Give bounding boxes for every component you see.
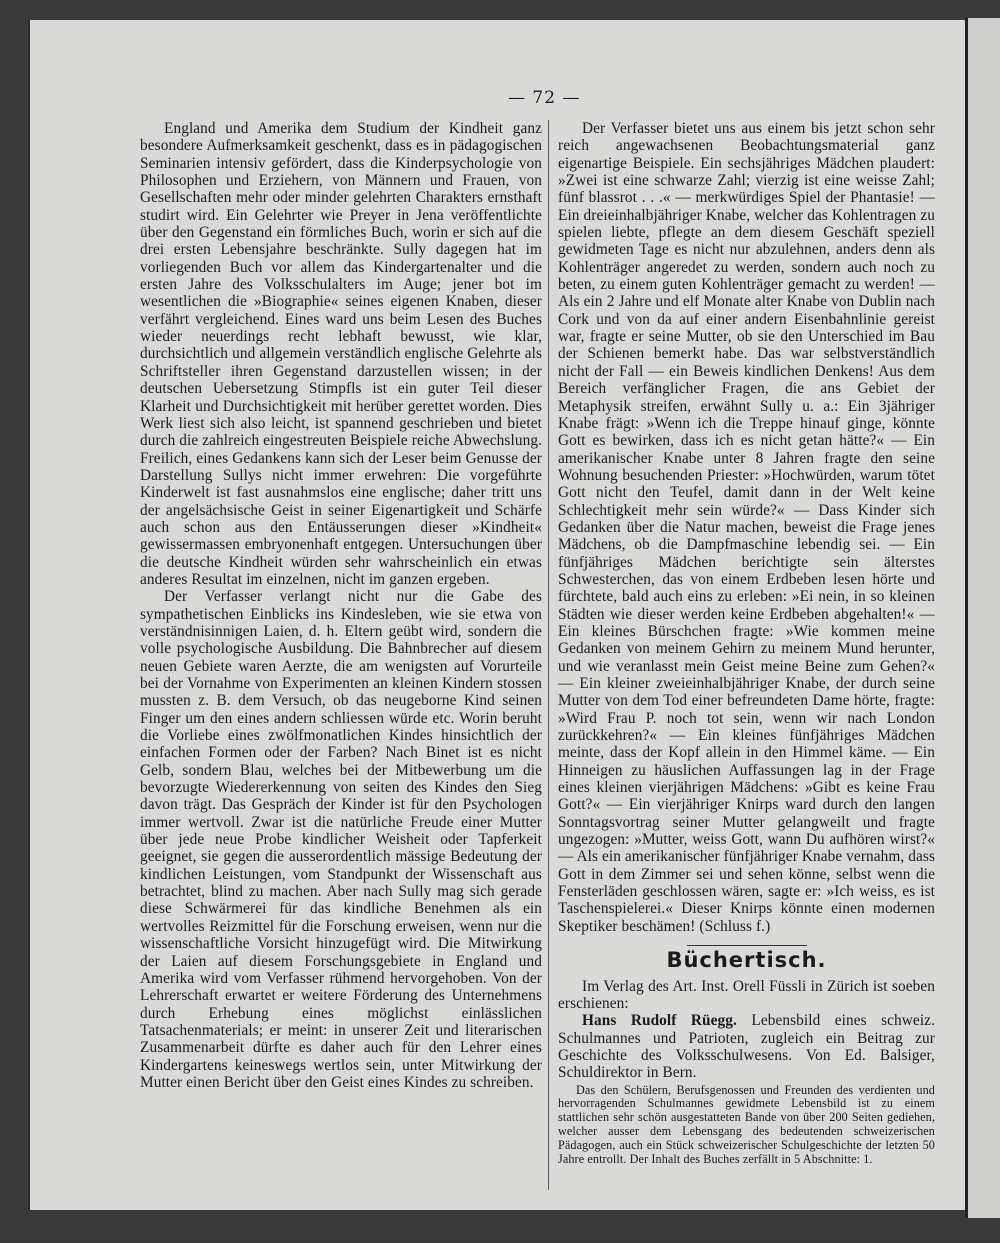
left-paragraph-1: England und Amerika dem Studium der Kindheit ganz besondere Aufmerksamkeit geschenkt, dass es in pädagogischen Seminarien intensiv gefördert, dass die Kinderpsychologie von Philosophen und Erziehern, von Männern und Frauen, von Gesellschaften mehr oder minder gelehrten Charakters ernsthaft studirt wird. Ein Gelehrter wie Preyer in Jena veröffentlichte über den Gegenstand ein förmliches Buch, worin er sich auf die drei ersten Lebensjahre beschränkte. Sully dagegen hat im vorliegenden Buch vor allem das Kindergartenalter und die ersten Jahre des Volksschulalters im Auge; jener bot im wesentlichen die »Biographie« seines eigenen Knaben, dieser verfährt vergleichend. Eines ward uns beim Lesen des Buches wieder neuerdings recht lebhaft bewusst, wie klar, durchsichtlich und allgemein verständlich englische Gelehrte als Schriftsteller ihren Gegenstand darzustellen wissen; in der deutschen Uebersetzung Stimpfls ist ein guter Teil dieser Klarheit und Durchsichtigkeit mit herüber gerettet worden. Dies Werk liest sich also leicht, ist spannend geschrieben und bietet durch die zahlreich eingestreuten Beispiele reiche Abwechslung. Freilich, eines Gedankens kann sich der Leser beim Genusse der Darstellung Sullys nicht immer erwehren: Die vorgeführte Kinderwelt ist fast ausnahmslos eine englische; daher tritt uns der angelsächsische Geist in seiner Eigenartigkeit und Schärfe auch schon aus den Entäusserungen dieser »Kindheit« gewissermassen embryonenhaft entgegen. Untersuchungen über die deutsche Kindheit würden sehr wahrscheinlich ein etwas anderes Resultat im einzelnen, nicht im ganzen ergeben.: [140, 120, 542, 588]
book-author: Hans Rudolf Rüegg.: [582, 1012, 737, 1030]
left-paragraph-2: Der Verfasser verlangt nicht nur die Gabe des sympathetischen Einblicks ins Kindesleben, wie sie etwa von verständnisinnigen Laien, d. h. Eltern geübt wird, sondern die volle psychologische Ausbildung. Die Bahnbrecher auf diesem neuen Gebiete waren Aerzte, die am wenigsten auf Vorurteile bei der Vornahme von Experimenten an kleinen Kindern stossen mussten z. B. dem Versuch, ob das neugeborne Kind seinen Finger um den eines andern schliessen würde etc. Worin beruht die Vorliebe eines zwölfmonatlichen Kindes hinsichtlich der einfachen Formen oder der Farben? Nach Binet ist es nicht Gelb, sondern Blau, welches bei der Mitbewerbung um die bevorzugte Wiedererkennung von seiten des Kindes den Sieg davon trägt. Das Gespräch der Kinder ist für den Psychologen immer wertvoll. Zwar ist die natürliche Freude einer Mutter über jede neue Probe kindlicher Weisheit oder Tapferkeit geeignet, sie gegen die ausserordentlich mässige Bedeutung der kindlichen Leistungen, vom Standpunkt der Wissenschaft aus betrachtet, blind zu machen. Aber nach Sully mag sich gerade diese Schwärmerei für das kindliche Benehmen als ein wertvolles Reizmittel für die Forschung erweisen, wenn nur die wissenschaftliche Vorsicht hinzugefügt wird. Die Mitwirkung der Laien auf diesem Forschungsgebiete in England und Amerika wird vom Verfasser rühmend hervorgehoben. Von der Lehrerschaft erwartet er weitere Förderung des Unternehmens durch Erhebung eines möglichst einlässlichen Tatsachenmaterials; er meint: in unserer Zeit und literarischen Zusammenarbeit dürfte es daher auch für den Lehrer eines Kindergartens keineswegs wertlos sein, unter Mitwirkung der Mutter einen Bericht über den Geist eines Kindes zu schreiben.: [140, 588, 542, 1091]
book-small-print: Das den Schülern, Berufsgenossen und Freunden des verdienten und hervorragenden Schulmannes gewidmete Lebensbild ist zu einem stattlichen sehr schön ausgestatteten Bande von über 200 Seiten gediehen, welcher ausser dem Lebensgang des bedeutenden schweizerischen Pädagogen, auch ein Stück schweizerischer Schulgeschichte der letzten 50 Jahre entrollt. Der Inhalt des Buches zerfällt in 5 Abschnitte: 1.: [558, 1082, 935, 1167]
book-description: Lebensbild eines schweiz. Schulmannes und Patrioten, zugleich ein Beitrag zur Geschichte des Volksschulwesens. Von Ed. Balsiger, Schuldirektor in Bern.: [558, 1012, 935, 1082]
adjacent-page-edge: [965, 18, 1000, 1218]
newspaper-page: [28, 20, 965, 1210]
column-divider: [548, 120, 549, 1190]
section-rule: [687, 945, 807, 946]
book-intro: Im Verlag des Art. Inst. Orell Füssli in Zürich ist soeben erschienen:: [558, 977, 935, 1012]
book-entry: [558, 1012, 935, 1081]
section-heading: Büchertisch.: [666, 948, 827, 973]
right-paragraph-1: Der Verfasser bietet uns aus einem bis jetzt schon sehr reich angewachsenen Beobachtungsmaterial ganz eigenartige Beispiele. Ein sechsjähriges Mädchen plaudert: »Zwei ist eine schwarze Zahl; vierzig ist eine weisse Zahl; fünf blassrot . . .« — merkwürdiges Spiel der Phantasie! — Ein dreieinhalbjähriger Knabe, welcher das Kohlentragen zu spielen liebte, pflegte an dem diesem Geschäft speziell gewidmeten Tage es nicht nur abzulehnen, anders denn als Kohlenträger angeredet zu werden, sondern auch noch zu beten, zu einem guten Kohlenträger gemacht zu werden! — Als ein 2 Jahre und elf Monate alter Knabe von Dublin nach Cork und von da auf einer andern Eisenbahnlinie gereist war, fragte er seine Mutter, ob sie den Unterschied im Bau der Schienen bemerkt habe. Das war selbstverständlich nicht der Fall — ein Beweis kindlichen Denkens! Aus dem Bereich verfänglicher Fragen, die ans Gebiet der Metaphysik streifen, erwähnt Sully u. a.: Ein 3jähriger Knabe frägt: »Wenn ich die Treppe hinauf ginge, könnte Gott es bewirken, dass ich es nicht getan hätte?« — Ein amerikanischer Knabe unter 8 Jahren fragte den seine Wohnung besuchenden Priester: »Hochwürden, warum tötet Gott nicht den Teufel, damit dann in der Welt keine Schlechtigkeit mehr sein würde?« — Dass Kinder sich Gedanken über die Natur machen, beweist die Frage jenes Mädchens, ob die Dampfmaschine lebendig sei. — Ein fünfjähriges Mädchen berichtigte sein älterstes Schwesterchen, das von einem Erdbeben lesen hörte und fürchtete, bald auch eins zu erleben: »Ei nein, in so kleinen Städten wie dieser werden keine Erdbeben abgehalten!« — Ein kleines Bürschchen fragte: »Wie kommen meine Gedanken von meinem Gehirn zu meinem Mund herunter, und wie veranlasst mein Geist meine Beine zum Gehen?« — Ein kleiner zweieinhalbjähriger Knabe, der durch seine Mutter von dem Tod einer befreundeten Dame hörte, fragte: »Wird Frau P. noch tot sein, wenn wir nach London zurückkehren?« — Ein kleines fünfjähriges Mädchen meinte, dass der Kopf allein in den Himmel käme. — Ein Hinneigen zu häuslichen Auffassungen lag in der Frage eines kleinen vierjährigen Mädchens: »Gibt es keine Frau Gott?« — Ein vierjähriger Knirps ward durch den langen Sonntagsvortrag seiner Mutter gelangweilt und fragte ungezogen: »Mutter, weiss Gott, wann Du aufhören wirst?« — Als ein amerikanischer fünfjähriger Knabe vernahm, dass Gott in dem Zimmer sei und sehen könne, selbst wenn die Fensterläden geschlossen wären, sagte er: »Ich weiss, es ist Taschenspielerei.« Dieser Knirps könnte einen modernen Skeptiker beschämen! (Schluss f.): [558, 120, 935, 935]
page-number: — 72 —: [508, 88, 581, 108]
left-column: [140, 120, 542, 1091]
right-column: [558, 120, 935, 1167]
